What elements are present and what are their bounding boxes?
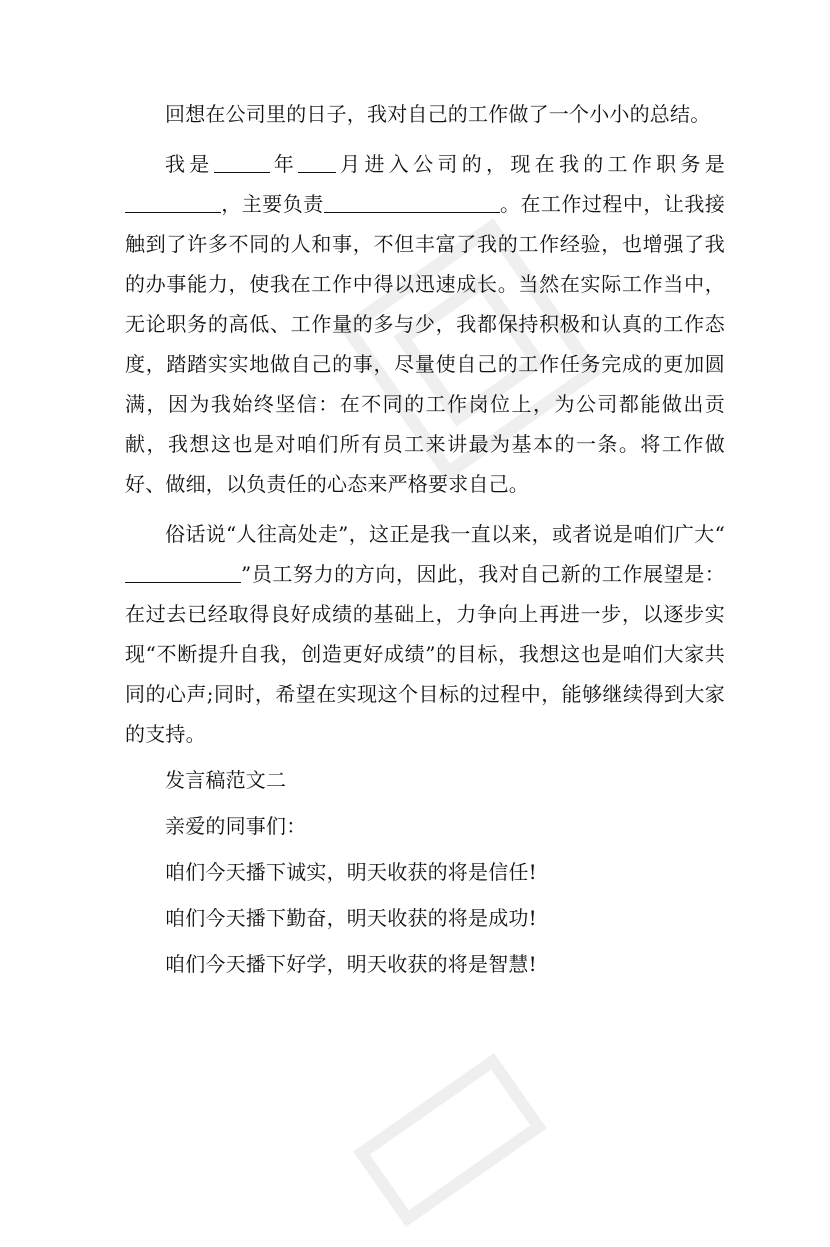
text-segment: ”员工努力的方向，因此，我对自己新的工作展望是：在过去已经取得良好成绩的基础上，力争向上再进一步，以逐步实现“不断提升自我，创造更好成绩”的目标，我想这也是咱们大家共同的心声;同时，希望在实现这个目标的过程中，能够继续得到大家的支持。 bbox=[125, 562, 725, 746]
text-segment: 我是 bbox=[165, 152, 214, 176]
paragraph-intro: 回想在公司里的日子，我对自己的工作做了一个小小的总结。 bbox=[165, 102, 711, 126]
blank-company[interactable] bbox=[125, 562, 241, 583]
paragraph-outlook bbox=[125, 514, 725, 754]
document-body bbox=[125, 94, 725, 984]
text-segment: 。在工作过程中，让我接触到了许多不同的人和事，不但丰富了我的工作经验，也增强了我的办事能力，使我在工作中得以迅速成长。当然在实际工作当中，无论职务的高低、工作量的多与少，我都保持积极和认真的工作态度，踏踏实实地做自己的事，尽量使自己的工作任务完成的更加圆满，因为我始终坚信：在不同的工作岗位上，为公司都能做出贡献，我想这也是对咱们所有员工来讲最为基本的一条。将工作做好、做细，以负责任的心态来严格要求自己。 bbox=[125, 192, 726, 496]
blank-month[interactable] bbox=[298, 152, 336, 173]
speech-sample-two bbox=[125, 760, 725, 984]
slogan-line: 咱们今天播下诚实，明天收获的将是信任! bbox=[165, 860, 537, 884]
slogan-line: 咱们今天播下好学，明天收获的将是智慧! bbox=[165, 952, 537, 976]
text-segment: 月进入公司的，现在我的工作职务是 bbox=[336, 152, 725, 176]
watermark-bottom-icon bbox=[334, 1033, 567, 1246]
paragraph-work-summary bbox=[125, 144, 725, 504]
blank-year[interactable] bbox=[214, 152, 270, 173]
blank-responsibility[interactable] bbox=[324, 192, 500, 213]
salutation: 亲爱的同事们： bbox=[165, 814, 307, 838]
text-segment: ，主要负责 bbox=[221, 192, 324, 216]
slogan-line: 咱们今天播下勤奋，明天收获的将是成功! bbox=[165, 906, 537, 930]
text-segment: 俗话说“人往高处走”，这正是我一直以来，或者说是咱们广大“ bbox=[165, 522, 725, 546]
text-segment: 年 bbox=[269, 152, 299, 176]
section-heading: 发言稿范文二 bbox=[165, 768, 287, 792]
blank-position[interactable] bbox=[125, 192, 221, 213]
